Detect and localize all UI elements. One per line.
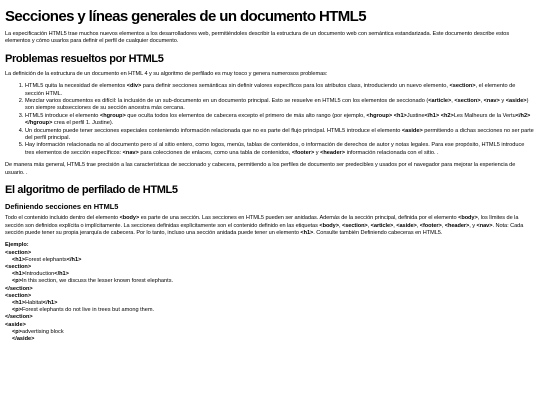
text-run: y bbox=[499, 98, 506, 105]
code-tag: <footer> bbox=[419, 222, 442, 229]
text-run: Mezclar varios documentos es difícil: la inclusión de un sub-documento en un documento principal. Esto se resuelve en HTML5 con los elementos de seccionado ( bbox=[25, 98, 429, 105]
text-run: , bbox=[367, 222, 371, 229]
code-line bbox=[5, 314, 535, 321]
text-run: Un documento puede tener secciones especiales conteniendo información relacionada que no es parte del flujo principal. HTML5 introduce el elemento bbox=[25, 127, 402, 134]
code-tag: <nav> bbox=[483, 98, 500, 105]
code-tag: <article> bbox=[428, 98, 452, 105]
intro-paragraph bbox=[5, 31, 535, 46]
code-tag: <body> bbox=[119, 215, 140, 222]
list-item bbox=[25, 128, 535, 143]
problems-list bbox=[5, 83, 535, 157]
section-heading-algorithm: El algoritmo de perfilado de HTML5 bbox=[5, 184, 178, 197]
text-run: , bbox=[480, 98, 484, 105]
code-tag: </h1> bbox=[54, 271, 69, 278]
code-tag: <section> bbox=[454, 98, 481, 105]
code-tag: <body> bbox=[319, 222, 339, 229]
code-line bbox=[5, 264, 535, 271]
problems-outro-paragraph bbox=[5, 162, 535, 177]
text-run: HTML5 quita la necesidad de elementos bbox=[25, 83, 127, 90]
code-line bbox=[5, 307, 535, 314]
code-tag: <div> bbox=[126, 83, 142, 90]
code-tag: <header> bbox=[320, 149, 346, 156]
text-run: Forest elephants do not live in trees but among them. bbox=[21, 307, 155, 314]
list-item bbox=[25, 142, 535, 157]
code-tag: <nav> bbox=[476, 222, 493, 229]
text-run: permitiendo a dichas secciones no ser parte del perfil principal. bbox=[25, 127, 534, 142]
problems-lead-paragraph: La definición de la estructura de un documento en HTML 4 y su algoritmo de perfilado es muy tosco y genera numerosos problemas: bbox=[5, 70, 328, 77]
text-run: Hay información relacionada no al documento pero sí al sitio entero, como logos, menús, tablas de contenidos, o información de derechos de autor y notas legales. Para ese propósito, HTML5 introduce tres elementos de sección específicos: bbox=[25, 142, 525, 156]
code-tag: <h1> bbox=[12, 256, 26, 263]
text-run: . Consulte también Definiendo cabeceras en HTML5. bbox=[313, 229, 443, 236]
text-run: , y bbox=[469, 222, 477, 229]
text-run: Introduction bbox=[25, 271, 55, 278]
list-item bbox=[25, 113, 535, 128]
code-tag: <section> bbox=[341, 222, 368, 229]
text-run: In this section, we discuss the lesser known forest elephants. bbox=[21, 278, 174, 285]
code-tag: <aside> bbox=[396, 222, 417, 229]
code-tag: <aside> bbox=[505, 98, 527, 105]
code-lines bbox=[5, 250, 535, 344]
text-run: , los límites de la sección son definidos explícita o implícitamente. La secciones definidas explícitamente son el contenido definido en las etiquetas bbox=[5, 215, 519, 229]
text-run: , bbox=[416, 222, 420, 229]
text-run: , bbox=[441, 222, 445, 229]
text-run: , bbox=[338, 222, 342, 229]
defining-sections-paragraph bbox=[5, 215, 535, 237]
text-run: Les Malheurs de la Vertu bbox=[453, 112, 516, 119]
text-run: HTML5 introduce el elemento bbox=[25, 112, 100, 119]
code-line bbox=[5, 322, 535, 329]
code-tag: <hgroup> bbox=[99, 112, 126, 119]
text-run: advertising block bbox=[21, 328, 64, 335]
code-tag: <h1> bbox=[12, 271, 26, 278]
text-run: y bbox=[314, 149, 321, 156]
code-tag: <h1> bbox=[393, 112, 407, 119]
code-line bbox=[5, 286, 535, 293]
code-tag: </section> bbox=[5, 285, 33, 292]
text-run: Justine bbox=[406, 112, 425, 119]
text-run: , bbox=[451, 98, 455, 105]
section-heading-problems: Problemas resueltos por HTML5 bbox=[5, 52, 164, 65]
code-line bbox=[5, 257, 535, 264]
text-run: para definir secciones semánticas sin definir valores específicos para los atributos class, introduciendo un nuevo elemento, bbox=[141, 83, 450, 90]
text-run: La especificación HTML5 trae muchos nuevos elementos a los desarrolladores web, permitiéndoles describir la estructura de un documento web con semántica estandarizada. Este documento describe estos elementos y cómo usarlos para definir el perfil de cualquier documento. bbox=[5, 31, 510, 45]
list-item bbox=[25, 98, 535, 113]
code-line bbox=[5, 300, 535, 307]
code-tag: </h2> bbox=[515, 112, 531, 119]
code-tag: <aside> bbox=[5, 321, 26, 328]
code-tag: <section> bbox=[449, 83, 476, 90]
code-tag: <hgroup> bbox=[366, 112, 393, 119]
code-tag: </aside> bbox=[12, 335, 35, 342]
code-tag: </h1> bbox=[42, 299, 58, 306]
code-example bbox=[5, 242, 535, 343]
code-tag: </hgroup> bbox=[25, 120, 53, 127]
code-tag: </h1> bbox=[424, 112, 440, 119]
list-item bbox=[25, 83, 535, 98]
code-tag: <p> bbox=[12, 278, 22, 285]
example-label: Ejemplo: bbox=[5, 242, 29, 249]
code-tag: <section> bbox=[5, 263, 32, 270]
code-line bbox=[5, 293, 535, 300]
text-run: Forest elephants bbox=[25, 256, 67, 263]
code-tag: <header> bbox=[444, 222, 470, 229]
code-tag: <footer> bbox=[291, 149, 315, 156]
text-run: ) son siempre subsecciones de su sección ancestra más cercana. bbox=[25, 98, 529, 112]
code-tag: <p> bbox=[12, 307, 22, 314]
code-tag: </h1> bbox=[66, 256, 82, 263]
code-tag: <h1> bbox=[12, 299, 26, 306]
text-run: Habitat bbox=[25, 299, 43, 306]
code-line bbox=[5, 336, 535, 343]
code-line bbox=[5, 271, 535, 278]
code-tag: <body> bbox=[458, 215, 478, 222]
text-run: información relacionada con el sitio. . bbox=[345, 149, 439, 156]
code-line bbox=[5, 250, 535, 257]
page-title: Secciones y líneas generales de un documento HTML5 bbox=[5, 8, 366, 25]
text-run: crea el perfil 1. Justine). bbox=[52, 120, 114, 127]
code-tag: </section> bbox=[5, 314, 33, 321]
text-run: , bbox=[393, 222, 397, 229]
code-tag: <article> bbox=[370, 222, 394, 229]
code-tag: <section> bbox=[5, 292, 32, 299]
code-tag: <h1> bbox=[300, 229, 314, 236]
code-tag: <h2> bbox=[440, 112, 454, 119]
text-run: , el elemento de sección HTML. bbox=[25, 83, 516, 97]
code-tag: <nav> bbox=[122, 149, 139, 156]
code-tag: <p> bbox=[12, 328, 22, 335]
text-run: De manera más general, HTML5 trae precisión a las características de seccionado y cabecera, permitiendo a los perfiles de documento ser predecibles y usados por el navegador para mejorar la experiencia de usuario. . bbox=[5, 162, 516, 176]
text-run: Todo el contenido incluido dentro del elemento bbox=[5, 215, 120, 222]
code-line bbox=[5, 329, 535, 336]
text-run: para colecciones de enlaces, como una tabla de contenidos, bbox=[138, 149, 292, 156]
text-run: . Nota: Cada sección puede tener su propia jerarquía de cabecera. Por lo tanto, incluso una sección anidada puede tener un elemento bbox=[5, 222, 524, 236]
code-tag: <aside> bbox=[401, 127, 423, 134]
text-run: que oculta todos los elementos de cabecera excepto el primero de más alto rango (por ejemplo, bbox=[125, 112, 367, 119]
code-tag: <section> bbox=[5, 249, 32, 256]
text-run: es parte de una sección. Las secciones en HTML5 pueden ser anidadas. Además de la sección principal, definida por el elemento bbox=[139, 215, 459, 222]
subheading-defining-sections: Definiendo secciones en HTML5 bbox=[5, 202, 119, 212]
code-line bbox=[5, 278, 535, 285]
